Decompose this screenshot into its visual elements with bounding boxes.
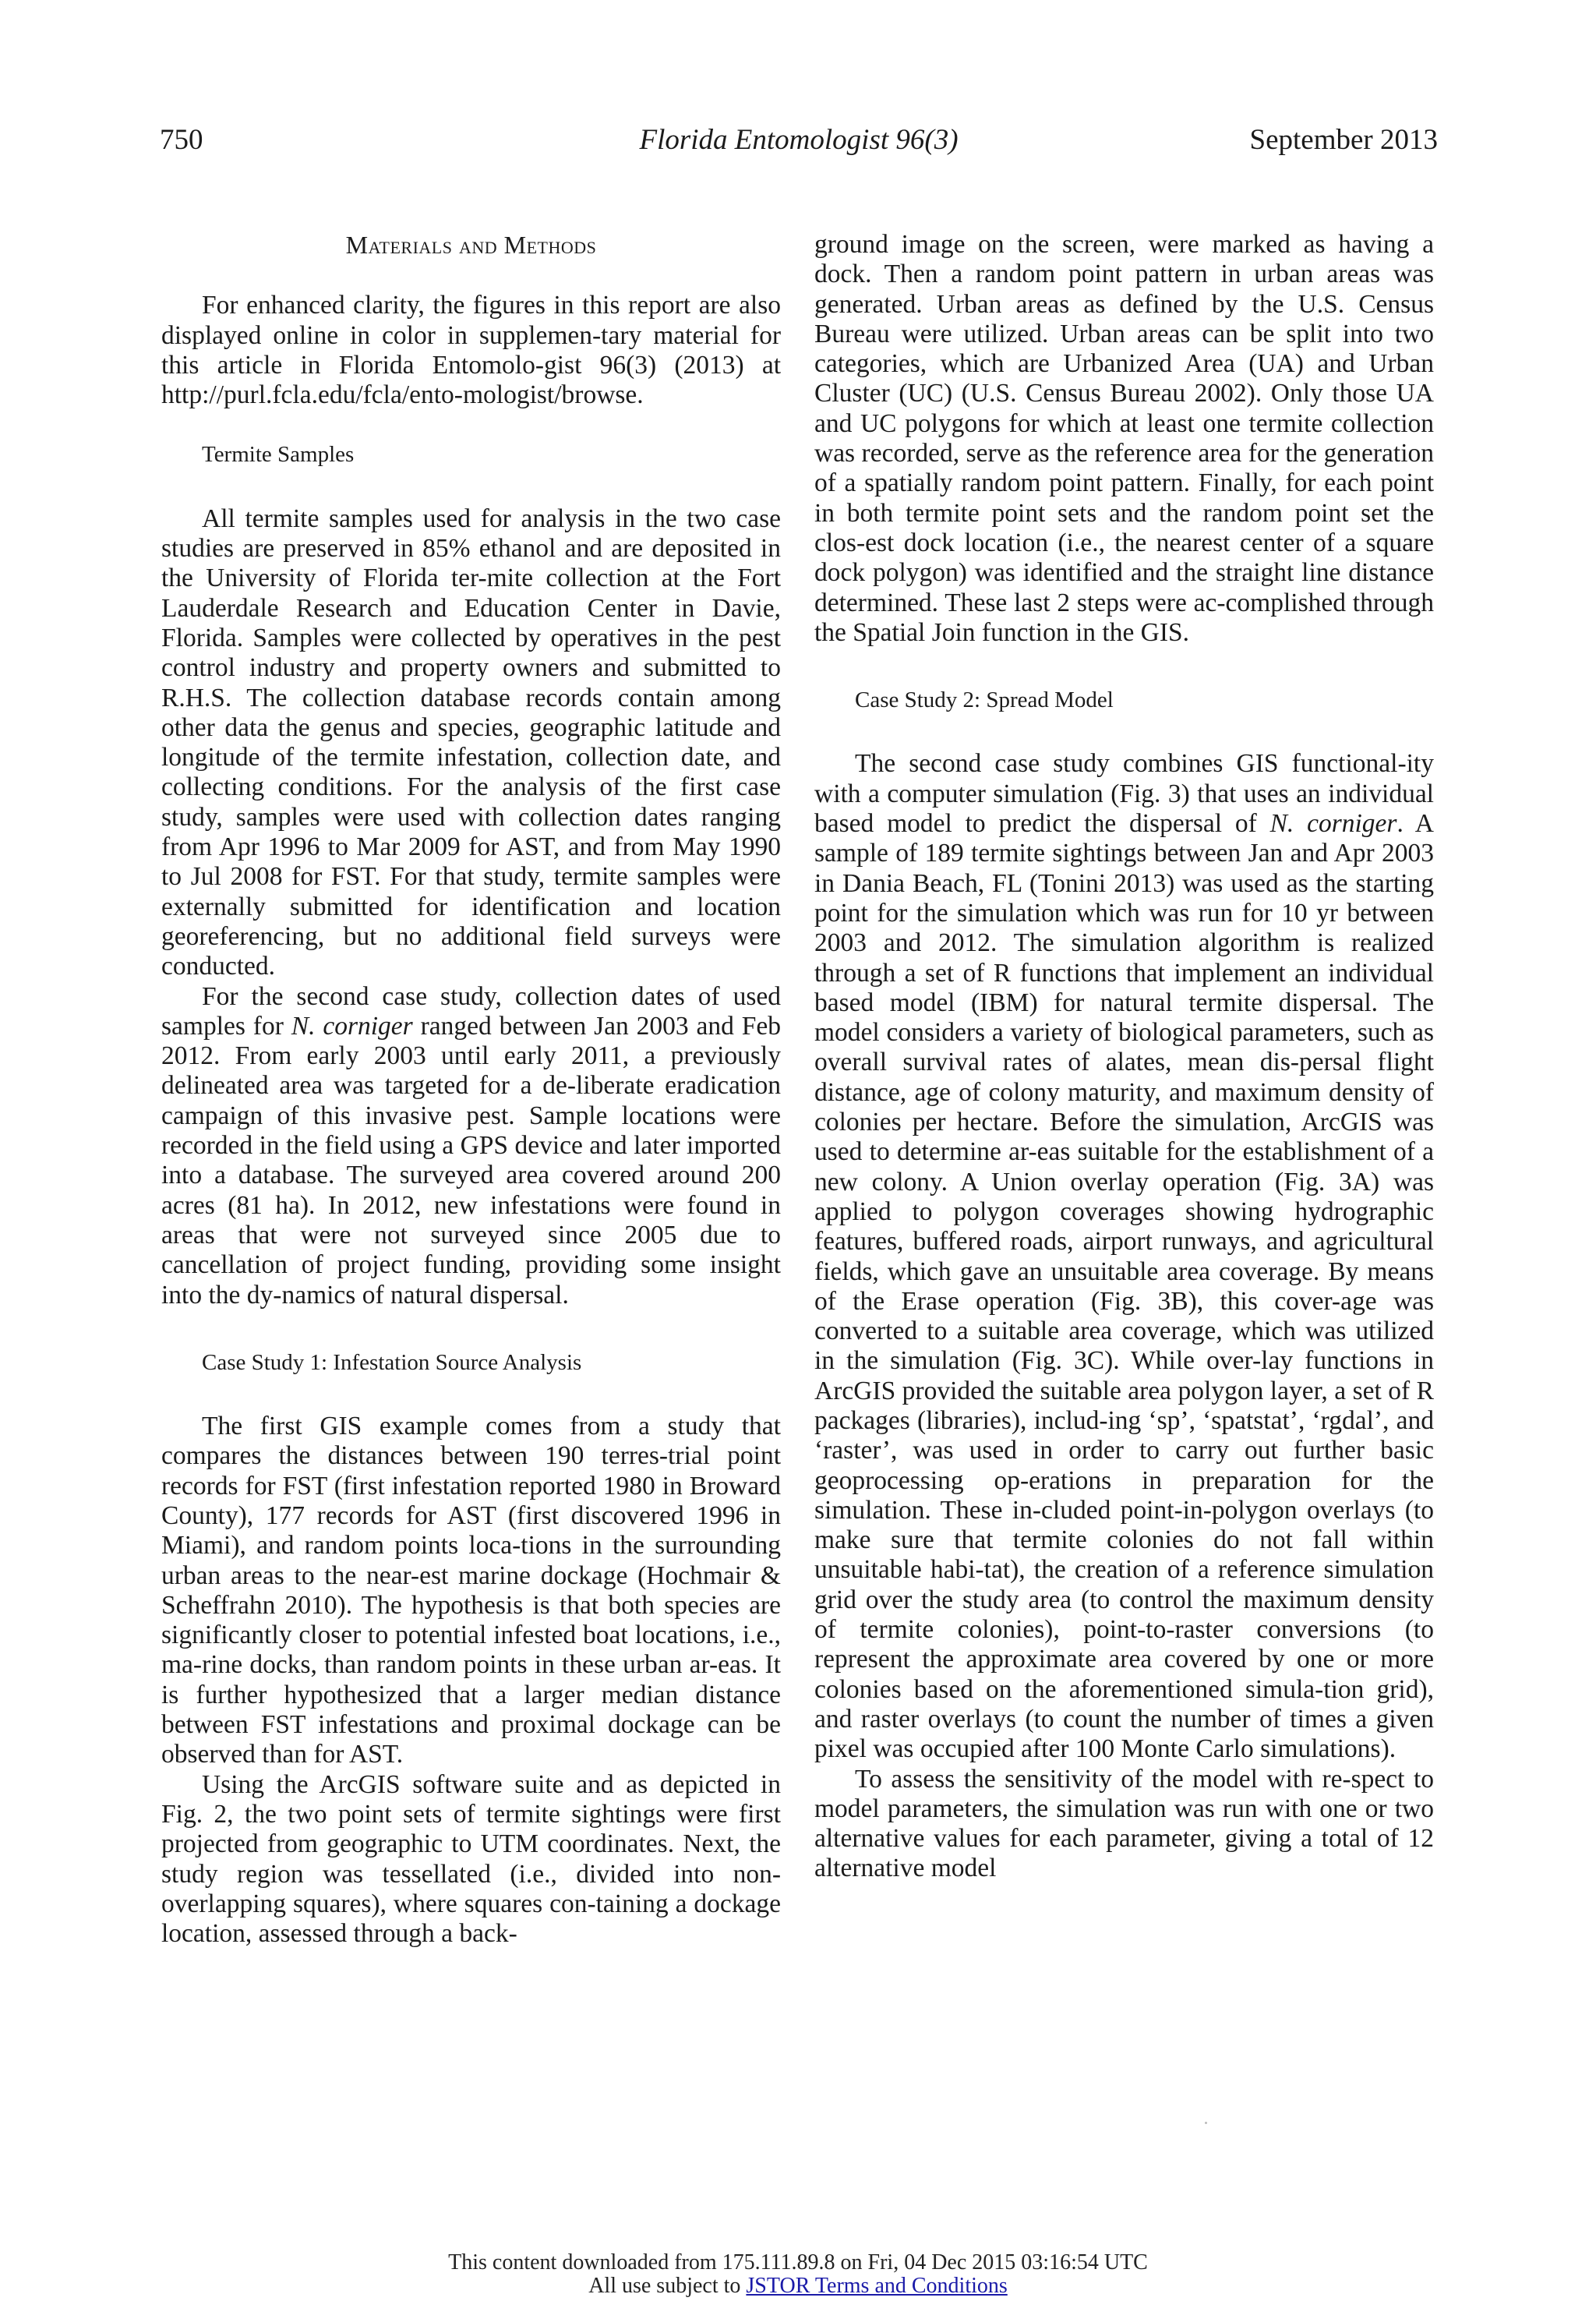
footer-terms-line: All use subject to JSTOR Terms and Conditions (588, 2274, 1008, 2298)
footer-download-line: This content downloaded from 175.111.89.8 on Fri, 04 Dec 2015 03:16:54 UTC (448, 2250, 1148, 2274)
paragraph-spread-model: The second case study combines GIS functional-ity with a computer simulation (Fig. 3) that uses an individual based model to predict the dispersal of N. corniger. A sample of 189 termite sightings between Jan and Apr 2003 in Dania Beach, FL (Tonini 2013) was used as the starting point for the simulation which was run for 10 yr between 2003 and 2012. The simulation algorithm is realized through a set of R functions that implement an individual based model (IBM) for natural termite dispersal. The model considers a variety of biological parameters, such as overall survival rates of alates, mean dis-persal flight distance, age of colony maturity, and maximum density of colonies per hectare. Before the simulation, ArcGIS was used to determine ar-eas suitable for the establishment of a new colony. A Union overlay operation (Fig. 3A) was applied to polygon coverages showing hydrographic features, buffered roads, airport runways, and agricultural fields, which gave an unsuitable area coverage. By means of the Erase operation (Fig. 3B), this cover-age was converted to a suitable area coverage, which was utilized in the simulation (Fig. 3C). While over-lay functions in ArcGIS provided the suitable area polygon layer, a set of R packages (libraries), includ-ing ‘sp’, ‘spatstat’, ‘rgdal’, and ‘raster’, was used in order to carry out further basic geoprocessing op-erations in preparation for the simulation. These in-cluded point-in-polygon overlays (to make sure that termite colonies do not fall within unsuitable habi-tat), the creation of a reference simulation grid over the study area (to control the maximum density of termite colonies), point-to-raster conversions (to represent the approximate area covered by one or more colonies based on the aforementioned simula-tion grid), and raster overlays (to count the number of times a given pixel was occupied after 100 Monte Carlo simulations). (814, 749, 1434, 1764)
page-number: 750 (160, 124, 203, 156)
jstor-terms-link[interactable]: JSTOR Terms and Conditions (746, 2274, 1008, 2298)
paragraph-case-study-1: The first GIS example comes from a study that compares the distances between 190 terres-trial point records for FST (first infestation reported 1980 in Broward County), 177 records for AST (first discovered 1996 in Miami), and random points loca-tions in the surrounding urban areas to the near-est marine dockage (Hochmair & Scheffrahn 2010). The hypothesis is that both species are significantly closer to potential infested boat locations, i.e., ma-rine docks, than random points in these urban ar-eas. It is further hypothesized that a larger median distance between FST infestations and proximal dockage can be observed than for AST. (161, 1412, 781, 1769)
section-title: Materials and Methods (345, 231, 597, 259)
running-header (160, 117, 1438, 164)
paragraph-dock-continuation: ground image on the screen, were marked as having a dock. Then a random point pattern in urban areas was generated. Urban areas as defined by the U.S. Census Bureau were utilized. Urban areas can be split into two categories, which are Urbanized Area (UA) and Urban Cluster (UC) (U.S. Census Bureau 2002). Only those UA and UC polygons for which at least one termite collection was recorded, serve as the reference area for the generation of a spatially random point pattern. Finally, for each point in both termite point sets and the random point set the clos-est dock location (i.e., the nearest center of a square dock polygon) was identified and the straight line distance determined. These last 2 steps were ac-complished through the Spatial Join function in the GIS. (814, 230, 1434, 647)
paragraph-termite-samples: All termite samples used for analysis in the two case studies are preserved in 85% ethanol and are deposited in the University of Florida ter-mite collection at the Fort Lauderdale Research and Education Center in Davie, Florida. Samples were collected by operatives in the pest control industry and property owners and submitted to R.H.S. The collection database records contain among other data the genus and species, geographic latitude and longitude of the termite infestation, collection date, and collecting conditions. For the analysis of the first case study, samples were used with collection dates ranging from Apr 1996 to Mar 2009 for AST, and from May 1990 to Jul 2008 for FST. For that study, termite samples were externally submitted for identification and location georeferencing, but no additional field surveys were conducted. (161, 504, 781, 981)
scan-speck (1205, 2122, 1207, 2124)
paragraph-sensitivity: To assess the sensitivity of the model with re-spect to model parameters, the simulation was run with one or two alternative values for each parameter, giving a total of 12 alternative model (814, 1764, 1434, 1883)
issue-date: September 2013 (1249, 124, 1438, 156)
left-column (161, 230, 781, 1949)
download-footer (0, 2251, 1596, 2298)
paragraph-arcgis-method: Using the ArcGIS software suite and as depicted in Fig. 2, the two point sets of termite sightings were first projected from geographic to UTM coordinates. Next, the study region was tessellated (i.e., divided into non-overlapping squares), where squares con-taining a dockage location, assessed through a back- (161, 1769, 781, 1949)
paragraph-second-case-collection: For the second case study, collection dates of used samples for N. corniger ranged between Jan 2003 and Feb 2012. From early 2003 until early 2011, a previously delineated area was targeted for a de-liberate eradication campaign of this invasive pest. Sample locations were recorded in the field using a GPS device and later imported into a database. The surveyed area covered around 200 acres (81 ha). In 2012, new infestations were found in areas that were not surveyed since 2005 due to cancellation of project funding, providing some insight into the dy-namics of natural dispersal. (161, 981, 781, 1310)
right-column (814, 230, 1434, 1884)
subheading-case-study-1: Case Study 1: Infestation Source Analysis (202, 1349, 582, 1375)
species-name: N. corniger (1269, 809, 1397, 839)
paragraph-online-figures: For enhanced clarity, the figures in this report are also displayed online in color in supplemen-tary material for this article in Florida Entomolo-gist 96(3) (2013) at http://purl.fcla.edu/fcla/ento-mologist/browse. (161, 291, 781, 410)
subheading-termite-samples: Termite Samples (202, 442, 355, 468)
journal-title: Florida Entomologist 96(3) (639, 124, 959, 156)
subheading-case-study-2: Case Study 2: Spread Model (855, 687, 1114, 713)
species-name: N. corniger (291, 1011, 413, 1041)
